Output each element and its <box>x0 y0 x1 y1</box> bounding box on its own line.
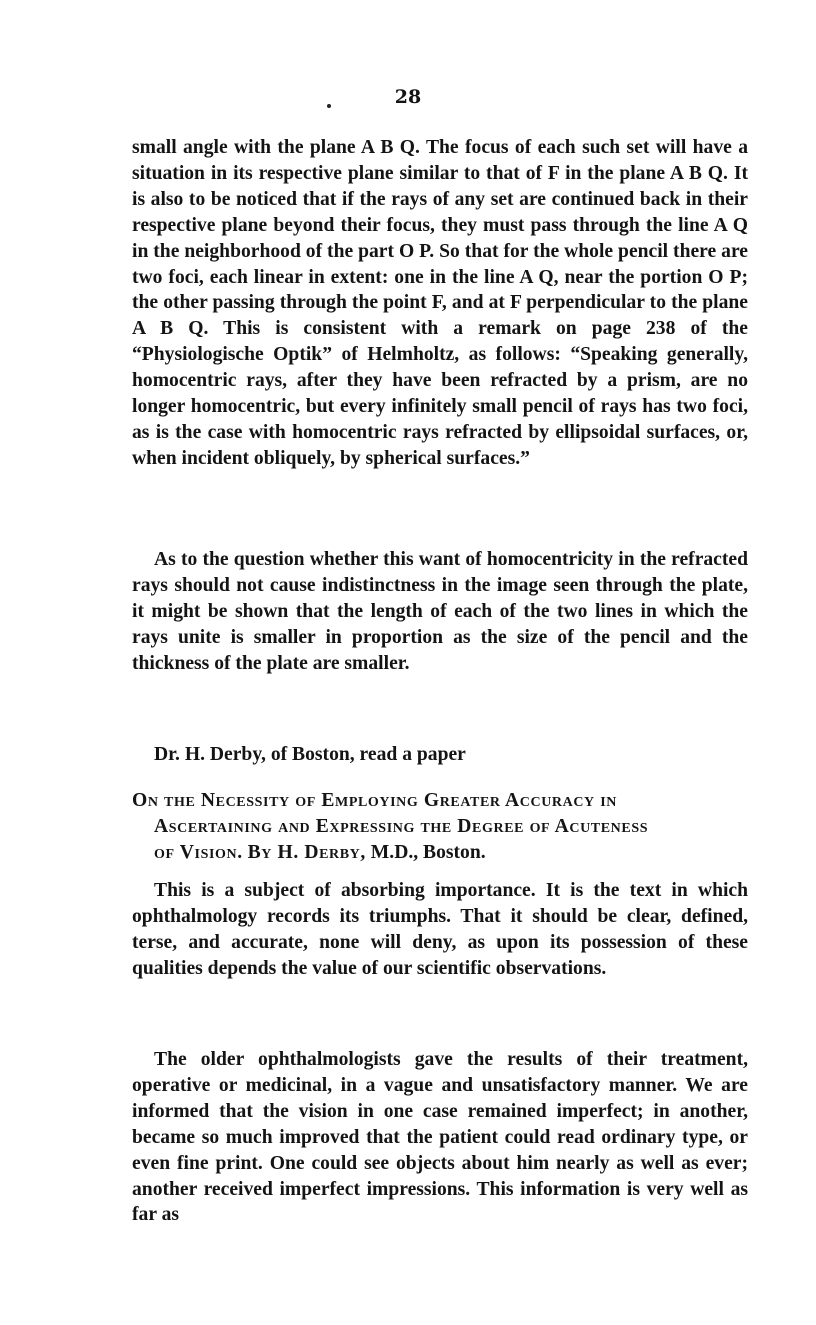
paper-intro-text: Dr. H. Derby, of Boston, read a paper <box>154 744 466 765</box>
paper-title-vision: of Vision. <box>154 841 243 863</box>
homocentricity-paragraph <box>132 547 748 677</box>
body-paragraph-2 <box>132 1047 748 1228</box>
body-paragraph-2-text: The older ophthalmologists gave the results of their treatment, operative or medicinal, in a vague and unsatisfactory manner. We are informed that the vision in one case remained imperfect; in another, became so much improved that the patient could read ordinary type, or even fine print. One could see objects about him nearly as well as ever; another received imperfect impressions. This information is very well as far as <box>132 1049 748 1226</box>
paper-title-line-3 <box>132 840 750 866</box>
body-paragraph-1-text: This is a subject of absorbing importance. It is the text in which ophthalmology records its triumphs. That it should be clear, defined, terse, and accurate, none will deny, as upon its possession of these qualities depends the value of our scientific observations. <box>132 880 748 979</box>
page-number: 28 <box>394 86 422 108</box>
ink-speck <box>327 104 331 108</box>
paper-title-line-1: On the Necessity of Employing Greater Accuracy in <box>132 790 618 811</box>
paper-title <box>132 788 750 866</box>
homocentricity-paragraph-text: As to the question whether this want of homocentricity in the refracted rays should not cause indistinctness in the image seen through the plate, it might be shown that the length of each of the two lines in which the rays unite is smaller in proportion as the size of the pencil and the thickness of the plate are smaller. <box>132 549 748 674</box>
paper-title-line-2: Ascertaining and Expressing the Degree of Acuteness <box>154 815 649 837</box>
continued-paragraph <box>132 135 748 472</box>
paper-intro <box>132 742 748 768</box>
paper-title-author: By H. Derby, <box>247 841 366 863</box>
paper-title-location: M.D., Boston. <box>370 841 486 863</box>
continued-paragraph-text: small angle with the plane A B Q. The focus of each such set will have a situation in its respective plane similar to that of F in the plane A B Q. It is also to be noticed that if the rays of any set are continued back in their respective plane beyond their focus, they must pass through the line A Q in the neighborhood of the part O P. So that for the whole pencil there are two foci, each linear in extent: one in the line A Q, near the portion O P; the other passing through the point F, and at F perpendicular to the plane A B Q. This is consistent with a remark on page 238 of the “Physiologische Optik” of Helmholtz, as follows: “Speaking generally, homocentric rays, after they have been refracted by a prism, are no longer homocentric, but every infinitely small pencil of rays has two foci, as is the case with homocentric rays refracted by ellipsoidal surfaces, or, when incident obliquely, by spherical surfaces.” <box>132 137 748 469</box>
body-paragraph-1 <box>132 878 748 982</box>
